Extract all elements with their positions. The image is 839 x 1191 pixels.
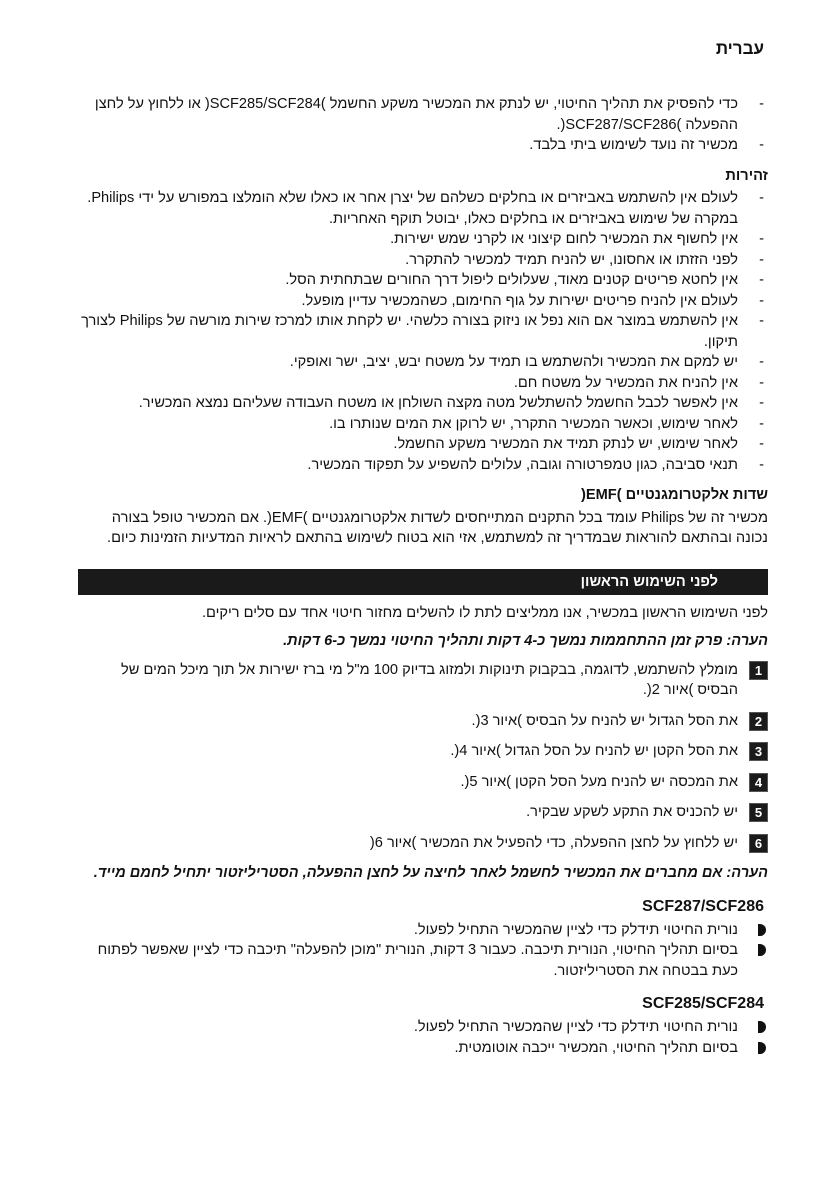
model-scf285-list [78,1017,768,1058]
first-use-intro: לפני השימוש הראשון במכשיר, אנו ממליצים לתת לו להשלים מחזור חיטוי אחד עם סלים ריקים. [201,604,768,621]
model-item: נורית החיטוי תידלק כדי לציין שהמכשיר התחיל לפעול. [78,1017,768,1038]
note-warmup: הערה: פרק זמן ההתחממות נמשך כ-4 דקות ותהליך החיטוי נמשך כ-6 דקות. [283,633,768,649]
cautions-heading: זהירות [725,167,768,184]
language-label: עברית [715,39,764,58]
step-item [78,711,768,732]
step-number-badge: 5 [749,803,768,822]
first-use-section-bar [78,569,768,595]
caution-item: - לעולם אין להניח פריטים ישירות על גוף החימום, כשהמכשיר עדיין מופעל. [78,291,768,312]
step-item [78,802,768,823]
model-item: נורית החיטוי תידלק כדי לציין שהמכשיר התחיל לפעול. [78,920,768,941]
intro-item: - כדי להפסיק את תהליך החיטוי, יש לנתק את המכשיר משקע החשמל )SCF285/SCF284( או ללחוץ על לחצן ההפעלה )SCF287/SCF286(. [78,94,768,135]
caution-item: - אין לחטא פריטים קטנים מאוד, שעלולים ליפול דרך החורים שבתחתית הסל. [78,270,768,291]
caution-item: - אין לאפשר לכבל החשמל להשתלשל מטה מקצה השולחן או משטח העבודה שעליהם נמצא המכשיר. [78,393,768,414]
emf-text: מכשיר זה של Philips עומד בכל התקנים המתייחסים לשדות אלקטרומגנטיים )EMF(. אם המכשיר טופל בצורה נכונה ובהתאם להוראות שבמדריך זה למשתמש, אזי הוא בטוח לשימוש בהתאם לראיות המדעיות הזמינות כיום. [107,509,768,546]
caution-item: - תנאי סביבה, כגון טמפרטורה וגובה, עלולים להשפיע על תפקוד המכשיר. [78,455,768,476]
step-item [78,741,768,762]
step-number-badge: 3 [749,742,768,761]
caution-item: - אין להניח את המכשיר על משטח חם. [78,373,768,394]
caution-item: - יש למקם את המכשיר ולהשתמש בו תמיד על משטח יבש, יציב, ישר ואופקי. [78,352,768,373]
step-text: את הסל הקטן יש להניח על הסל הגדול )איור 4(. [450,743,738,759]
step-text: את המכסה יש להניח מעל הסל הקטן )איור 5(. [460,773,738,790]
step-text: את הסל הגדול יש להניח על הבסיס )איור 3(. [471,712,738,729]
model-heading-scf287: SCF287/SCF286 [642,897,764,915]
model-scf287-list [78,920,768,982]
caution-item: - לאחר שימוש, וכאשר המכשיר התקרר, יש לרוקן את המים שנותרו בו. [78,414,768,435]
step-text: מומלץ להשתמש, לדוגמה, בבקבוק תינוקות ולמזוג בדיוק 100 מ"ל מי ברז ישירות אל תוך מיכל המים של הבסיס )איור 2(. [121,661,738,698]
caution-item: - אין להשתמש במוצר אם הוא נפל או ניזוק בצורה כלשהי. יש לקחת אותו למרכז שירות מורשה של Philips לצורך תיקון. [78,311,768,352]
intro-item: - מכשיר זה נועד לשימוש ביתי בלבד. [78,135,768,156]
step-item [78,660,768,701]
step-number-badge: 1 [749,661,768,680]
caution-item: - לפני הזזתו או אחסונו, יש להניח תמיד למכשיר להתקרר. [78,250,768,271]
caution-item: - אין לחשוף את המכשיר לחום קיצוני או לקרני שמש ישירות. [78,229,768,250]
model-item: בסיום תהליך החיטוי, הנורית תיכבה. כעבור 3 דקות, הנורית "מוכן להפעלה" תיכבה כדי לציין שאפשר לפתוח כעת בבטחה את הסטריליזטור. [78,940,768,981]
caution-item: - לאחר שימוש, יש לנתק תמיד את המכשיר משקע החשמל. [78,434,768,455]
model-item: בסיום תהליך החיטוי, המכשיר ייכבה אוטומטית. [78,1038,768,1059]
model-heading-scf285: SCF285/SCF284 [642,995,764,1012]
steps-list [78,660,768,854]
emf-heading: שדות אלקטרומגנטיים )EMF( [581,487,768,503]
step-item [78,833,768,854]
step-text: יש ללחוץ על לחצן ההפעלה, כדי להפעיל את המכשיר )איור 6( [369,834,738,851]
manual-page [78,38,768,1058]
step-text: יש להכניס את התקע לשקע שבקיר. [526,804,738,820]
first-use-heading: לפני השימוש הראשון [580,573,718,590]
caution-item: - לעולם אין להשתמש באביזרים או בחלקים כשלהם של יצרן אחר או כאלו שלא הומלצו במפורש על ידי Philips. במקרה של שימוש באביזרים או בחלקים כאלו, יבוטל תוקף האחריות. [78,188,768,229]
cautions-list [78,188,768,475]
step-number-badge: 2 [749,712,768,731]
intro-list [78,94,768,156]
step-number-badge: 4 [749,773,768,792]
step-number-badge: 6 [749,834,768,853]
note-plug-in: הערה: אם מחברים את המכשיר לחשמל לאחר לחיצה על לחצן ההפעלה, הסטריליזטור יתחיל לחמם מייד. [93,865,768,881]
step-item [78,772,768,793]
